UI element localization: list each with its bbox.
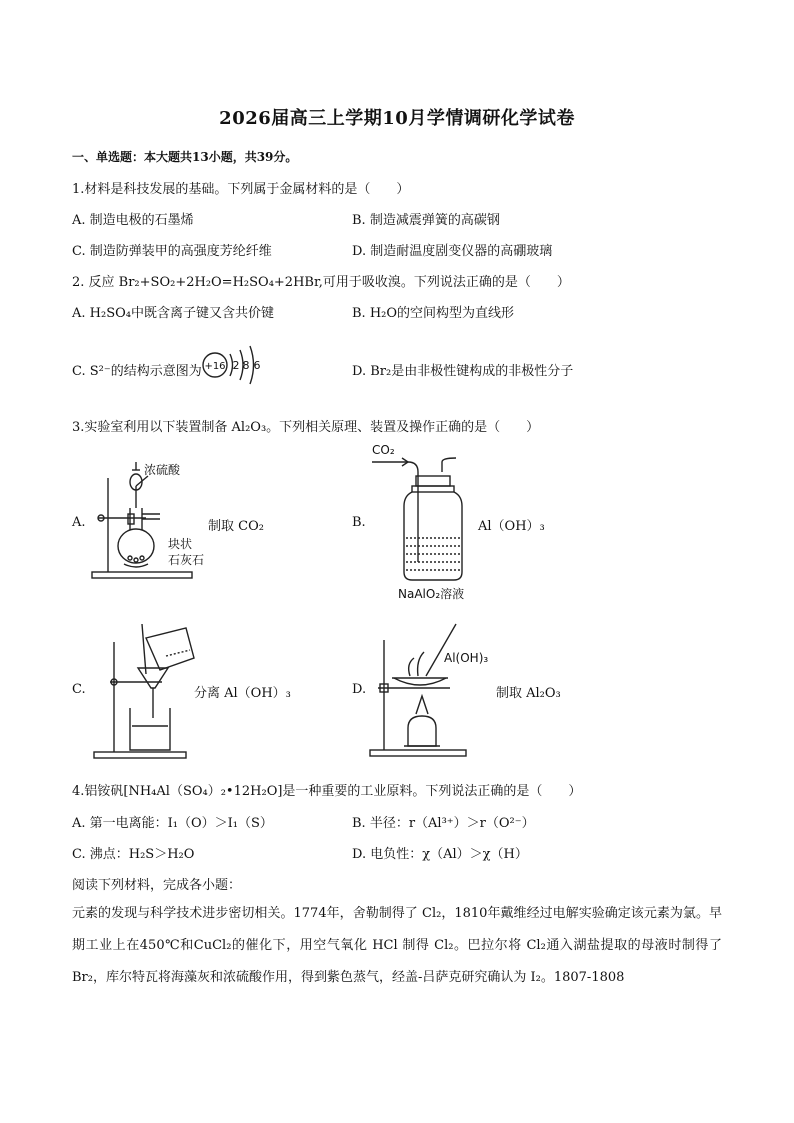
label-lump: 块状 [168,537,193,551]
co2-generator-apparatus [88,446,218,586]
q1-option-a[interactable]: A. 制造电极的石墨烯 [72,213,194,228]
shell-1-count: 2 [232,359,240,372]
gas-washing-bottle-apparatus [370,440,480,606]
nucleus-charge: +16 [204,361,226,372]
q3-option-d-letter[interactable]: D. [352,682,367,697]
q2-option-d[interactable]: D. Br₂是由非极性键构成的非极性分子 [352,364,574,379]
sulfide-ion-structure-diagram [198,336,278,396]
q2-stem: 2. 反应 Br₂+SO₂+2H₂O=H₂SO₄+2HBr,可用于吸收溴。下列说法正确的是（ ） [72,275,570,290]
q3-option-c-caption: 分离 Al（OH）₃ [194,686,291,701]
shell-3-count: 6 [253,359,261,372]
q3-option-b-caption: Al（OH）₃ [478,519,545,534]
q2-option-b[interactable]: B. H₂O的空间构型为直线形 [352,306,515,321]
reading-intro: 阅读下列材料，完成各小题： [72,878,242,893]
q4-stem: 4.铝铵矾[NH₄Al（SO₄）₂•12H₂O]是一种重要的工业原料。下列说法正确的是（ ） [72,784,582,799]
q1-option-b[interactable]: B. 制造减震弹簧的高碳钢 [352,213,500,228]
q3-option-b-letter[interactable]: B. [352,515,366,530]
shell-2-count: 8 [242,359,250,372]
q3-option-d-caption: 制取 Al₂O₃ [496,686,561,701]
q3-stem: 3.实验室利用以下装置制备 Al₂O₃。下列相关原理、装置及操作正确的是（ ） [72,420,540,435]
q4-option-a[interactable]: A. 第一电离能：I₁（O）＞I₁（S） [72,816,273,831]
q2-option-a[interactable]: A. H₂SO₄中既含离子键又含共价键 [72,306,274,321]
q1-option-d[interactable]: D. 制造耐温度剧变仪器的高硼玻璃 [352,244,553,259]
q4-option-c[interactable]: C. 沸点：H₂S＞H₂O [72,847,195,862]
reading-passage: 元素的发现与科学技术进步密切相关。1774年，舍勒制得了 Cl₂，1810年戴维经过电解实验确定该元素为氯。早期工业上在450℃和CuCl₂的催化下，用空气氧化 HCl 制得 Cl₂。巴拉尔将 Cl₂通入湖盐提取的母液时制得了 Br₂，库尔特瓦将海藻灰和浓硫酸作用，得到紫色蒸气，经盖-吕萨克研究确认为 I₂。1807-1808 [72,906,722,985]
section-heading: 一、单选题：本大题共13小题，共39分。 [72,150,298,164]
q4-option-d[interactable]: D. 电负性：χ（Al）＞χ（H） [352,847,528,862]
q2-option-c[interactable]: C. S²⁻的结构示意图为 [72,364,202,379]
q1-stem: 1.材料是科技发展的基础。下列属于金属材料的是（ ） [72,182,410,197]
label-aluminum-hydroxide: Al(OH)₃ [444,651,489,665]
q3-option-c-letter[interactable]: C. [72,682,86,697]
label-limestone: 石灰石 [168,553,205,567]
label-co2: CO₂ [372,443,395,457]
q3-option-a-letter[interactable]: A. [72,515,86,530]
q4-option-b[interactable]: B. 半径：r（Al³⁺）＞r（O²⁻） [352,816,535,831]
q3-option-a-caption: 制取 CO₂ [208,519,264,534]
q1-option-c[interactable]: C. 制造防弹装甲的高强度芳纶纤维 [72,244,272,259]
evaporating-dish-heating-apparatus [364,618,504,762]
label-conc-sulfuric-acid: 浓硫酸 [144,463,181,477]
label-sodium-aluminate: NaAlO₂溶液 [398,587,465,601]
filtration-apparatus [88,612,198,768]
page-title: 2026届高三上学期10月学情调研化学试卷 [219,108,575,129]
